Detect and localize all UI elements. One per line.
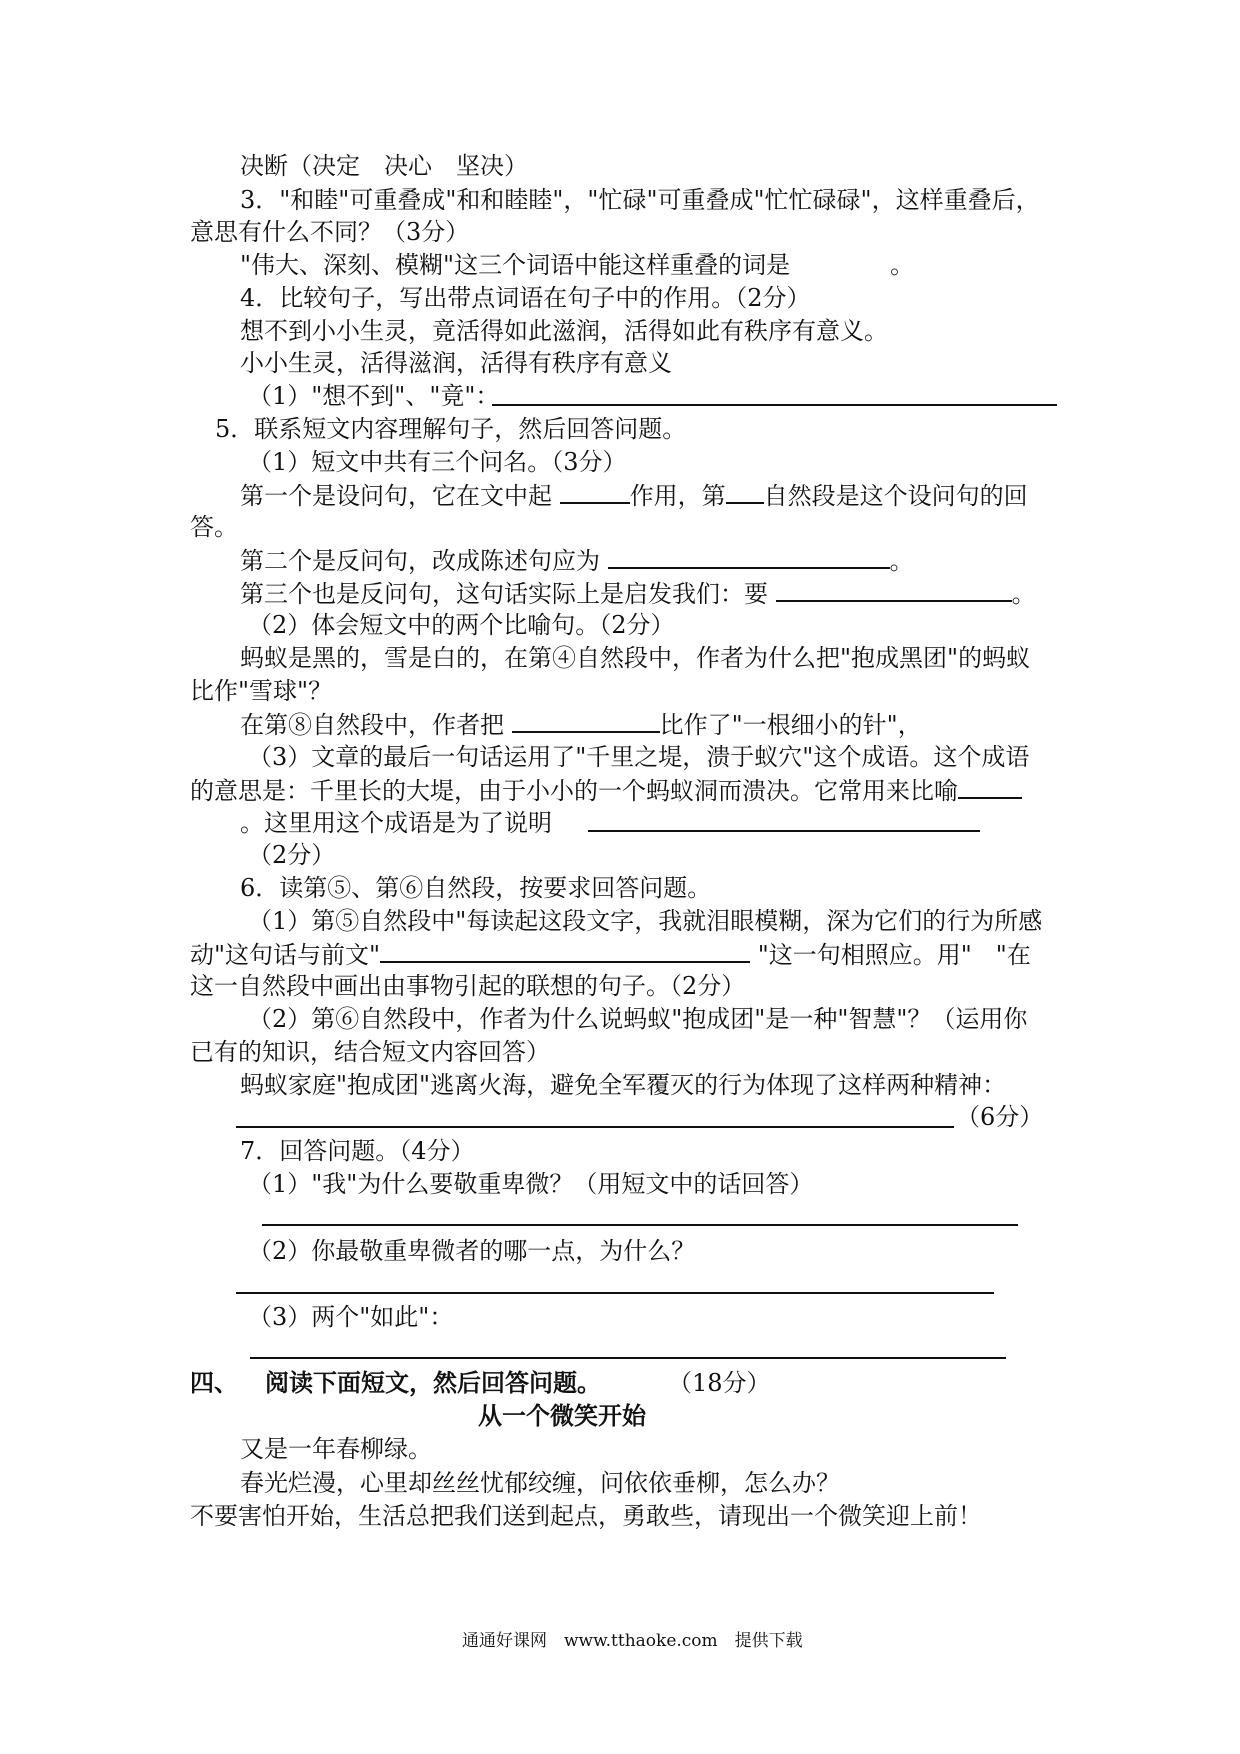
question-5-text: 自然段是这个设问句的回 <box>763 482 1028 510</box>
question-5-line-a <box>240 480 1028 511</box>
question-6-part-1-line-2 <box>190 939 1031 970</box>
question-5-line-a-cont: 答。 <box>190 513 238 541</box>
question-6-text: 动"这句话与前文" <box>190 941 381 969</box>
answer-options-line: 决断（决定 决心 坚决） <box>240 152 528 180</box>
question-3-prompt: "伟大、深刻、模糊"这三个词语中能这样重叠的词是 <box>240 251 791 279</box>
question-4-title: 4．比较句子，写出带点词语在句子中的作用。（2分） <box>240 284 811 312</box>
question-6-part-2-line-3: 蚂蚁家庭"抱成团"逃离火海，避免全军覆灭的行为体现了这样两种精神： <box>240 1071 1007 1099</box>
answer-blank[interactable] <box>726 480 764 504</box>
question-3-period: 。 <box>890 251 915 279</box>
question-6-part-2-line-1: （2）第⑥自然段中，作者为什么说蚂蚁"抱成团"是一种"智慧"？（运用你 <box>248 1005 1028 1033</box>
question-7-part-3: （3）两个"如此"： <box>248 1303 454 1331</box>
question-6-title: 6．读第⑤、第⑥自然段，按要求回答问题。 <box>240 874 712 902</box>
answer-blank[interactable] <box>380 939 750 963</box>
question-6-part-1-line-1: （1）第⑤自然段中"每读起这段文字，我就泪眼模糊，深为它们的行为所感 <box>248 907 1043 935</box>
question-5-text: 比作了"一根细小的针"， <box>659 711 922 739</box>
question-5-line-d2: 比作"雪球"？ <box>190 677 333 705</box>
question-6-text: "这一句相照应。用" "在 <box>757 941 1031 969</box>
question-5-text: 在第⑧自然段中，作者把 <box>240 711 504 739</box>
essay-title: 从一个微笑开始 <box>478 1401 646 1430</box>
question-7-part-1: （1）"我"为什么要敬重卑微？（用短文中的话回答） <box>248 1170 814 1198</box>
question-7-part-2: （2）你最敬重卑微者的哪一点，为什么？ <box>248 1237 696 1265</box>
question-5-text: 第三个也是反问句，这句话实际上是启发我们：要 <box>240 580 768 608</box>
section-4-title: 阅读下面短文，然后回答问题。 <box>265 1368 601 1397</box>
question-5-title: 5．联系短文内容理解句子，然后回答问题。 <box>215 415 687 443</box>
question-4-sentence-2: 小小生灵，活得滋润，活得有秩序有意义 <box>240 349 672 377</box>
answer-line[interactable] <box>492 404 1057 406</box>
question-5-part-2: （2）体会短文中的两个比喻句。（2分） <box>248 611 675 639</box>
question-6-part-1-line-3: 这一自然段中画出由事物引起的联想的句子。（2分） <box>190 972 746 1000</box>
answer-blank[interactable] <box>560 480 630 504</box>
question-5-text: 作用，第 <box>629 482 726 510</box>
question-5-text: 。这里用这个成语是为了说明 <box>240 809 552 837</box>
question-5-line-g <box>240 808 552 838</box>
question-5-text: 。 <box>1011 580 1036 608</box>
question-6-part-2-line-2: 已有的知识，结合短文内容回答） <box>190 1038 550 1066</box>
question-6-score: （6分） <box>956 1103 1044 1131</box>
question-5-score: （2分） <box>248 841 336 869</box>
question-5-line-d1: 蚂蚁是黑的，雪是白的，在第④自然段中，作者为什么把"抱成黑团"的蚂蚁 <box>240 644 1031 672</box>
question-3-line-1: 3．"和睦"可重叠成"和和睦睦"，"忙碌"可重叠成"忙忙碌碌"，这样重叠后， <box>240 186 1040 214</box>
question-5-line-c <box>240 578 1036 609</box>
answer-line[interactable] <box>250 1357 1006 1359</box>
essay-paragraph-3: 不要害怕开始，生活总把我们送到起点，勇敢些，请现出一个微笑迎上前！ <box>190 1502 982 1530</box>
answer-line[interactable] <box>236 1292 994 1294</box>
answer-blank[interactable] <box>776 578 1012 602</box>
answer-blank[interactable] <box>958 775 1022 799</box>
question-5-line-e <box>240 709 922 740</box>
question-4-part-1: （1）"想不到"、"竟"： <box>248 382 500 410</box>
answer-line[interactable] <box>236 1126 954 1128</box>
section-4-number: 四、 <box>190 1368 238 1397</box>
question-5-text: 第一个是设问句，它在文中起 <box>240 482 552 510</box>
answer-line[interactable] <box>262 1224 1018 1226</box>
question-3-line-3 <box>240 250 914 280</box>
question-5-text: 第二个是反问句，改成陈述句应为 <box>240 547 600 575</box>
essay-paragraph-2: 春光烂漫，心里却丝丝忧郁绞缠，问依依垂柳，怎么办？ <box>240 1469 840 1497</box>
answer-blank[interactable] <box>608 545 890 569</box>
page-footer: 通通好课网 www.tthaoke.com 提供下载 <box>462 1631 803 1651</box>
answer-blank[interactable] <box>512 709 660 733</box>
question-5-text: 。 <box>889 547 914 575</box>
question-5-part-1: （1）短文中共有三个问名。（3分） <box>248 448 627 476</box>
question-5-line-b <box>240 545 914 576</box>
answer-line[interactable] <box>588 830 980 832</box>
essay-paragraph-1: 又是一年春柳绿。 <box>240 1435 432 1463</box>
question-4-sentence-1: 想不到小小生灵，竟活得如此滋润，活得如此有秩序有意义。 <box>240 317 888 345</box>
question-7-title: 7．回答问题。（4分） <box>240 1137 475 1165</box>
question-3-line-2: 意思有什么不同？（3分） <box>190 218 470 246</box>
question-5-part-3: （3）文章的最后一句话运用了"千里之堤，溃于蚁穴"这个成语。这个成语 <box>248 743 1030 771</box>
question-5-text: 的意思是：千里长的大堤，由于小小的一个蚂蚁洞而溃决。它常用来比喻 <box>190 777 958 805</box>
section-4-score: （18分） <box>668 1369 771 1397</box>
question-5-line-f <box>190 775 1022 806</box>
